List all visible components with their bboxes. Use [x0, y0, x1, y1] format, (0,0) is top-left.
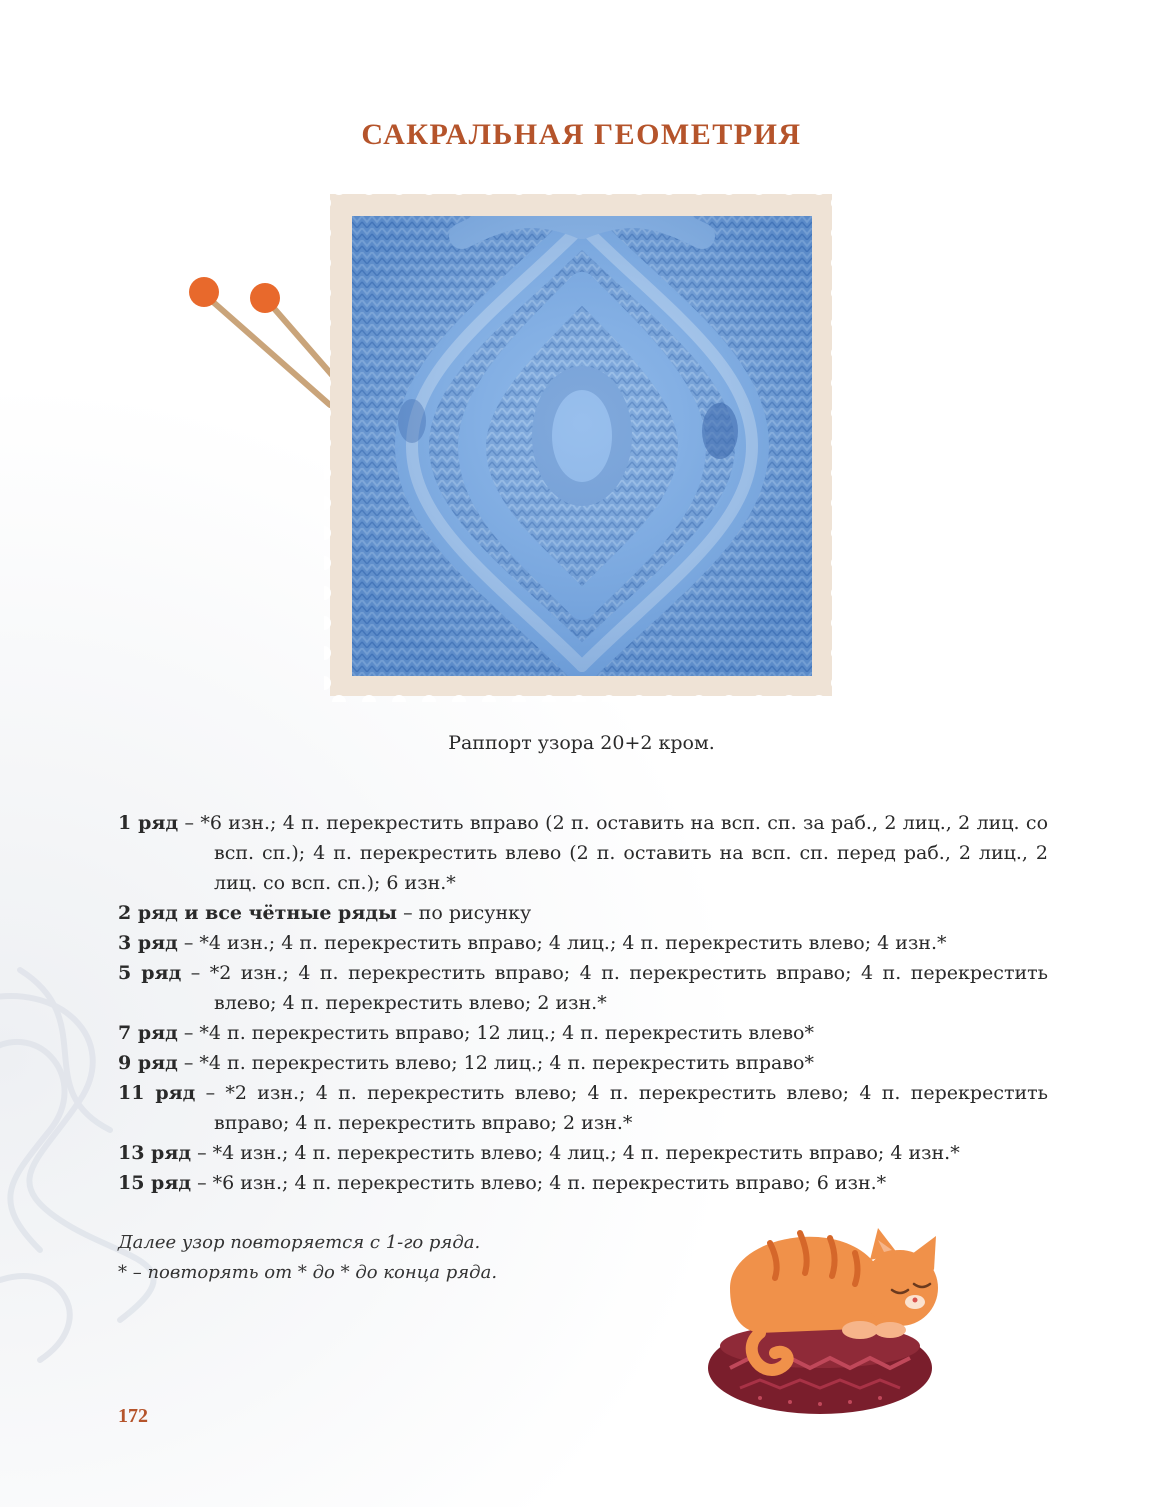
- row-label: 1 ряд: [118, 812, 179, 834]
- row-text: *4 изн.; 4 п. перекрестить влево; 4 лиц.; 4 п. перекрестить вправо; 4 изн.*: [212, 1142, 960, 1164]
- page-number: 172: [118, 1405, 148, 1427]
- page-title: САКРАЛЬНАЯ ГЕОМЕТРИЯ: [361, 118, 802, 151]
- footnotes: [118, 1228, 497, 1288]
- row-separator: –: [191, 1172, 213, 1194]
- row-separator: –: [178, 812, 201, 834]
- instruction-row: [118, 1138, 1048, 1168]
- row-label: 11 ряд: [118, 1082, 196, 1104]
- knitting-needles-icon: [180, 270, 340, 420]
- row-text: *4 изн.; 4 п. перекрестить вправо; 4 лиц.; 4 п. перекрестить влево; 4 изн.*: [199, 932, 947, 954]
- row-separator: –: [177, 932, 200, 954]
- row-label: 5 ряд: [118, 962, 182, 984]
- row-label: 2 ряд и все чётные ряды: [118, 902, 398, 924]
- row-label: 3 ряд: [118, 932, 178, 954]
- row-instructions: [118, 808, 1048, 1198]
- row-text: *2 изн.; 4 п. перекрестить влево; 4 п. перекрестить влево; 4 п. перекрестить вправо; 4 п. перекрестить вправо; 2 изн.*: [214, 1082, 1049, 1134]
- row-label: 7 ряд: [118, 1022, 178, 1044]
- row-label: 9 ряд: [118, 1052, 178, 1074]
- row-separator: –: [195, 1082, 226, 1104]
- instruction-row: [118, 1018, 1048, 1048]
- row-separator: –: [181, 962, 210, 984]
- knitted-swatch-photo: [352, 216, 812, 676]
- asterisk-note: * – повторять от * до * до конца ряда.: [118, 1262, 498, 1283]
- instruction-row: [118, 1078, 1048, 1138]
- row-separator: –: [191, 1142, 213, 1164]
- instruction-row: [118, 958, 1048, 1018]
- row-text: *2 изн.; 4 п. перекрестить вправо; 4 п. перекрестить вправо; 4 п. перекрестить влево; 4 п. перекрестить влево; 2 изн.*: [209, 962, 1048, 1014]
- instruction-row: [118, 808, 1048, 898]
- instruction-row: [118, 1048, 1048, 1078]
- row-label: 13 ряд: [118, 1142, 192, 1164]
- row-text: по рисунку: [418, 902, 532, 924]
- row-text: *6 изн.; 4 п. перекрестить влево; 4 п. перекрестить вправо; 6 изн.*: [212, 1172, 887, 1194]
- repeat-note: Далее узор повторяется с 1-го ряда.: [118, 1232, 481, 1253]
- instruction-row: [118, 898, 1048, 928]
- row-separator: –: [177, 1022, 200, 1044]
- row-text: *4 п. перекрестить вправо; 12 лиц.; 4 п. перекрестить влево*: [199, 1022, 814, 1044]
- row-text: *4 п. перекрестить влево; 12 лиц.; 4 п. перекрестить вправо*: [199, 1052, 814, 1074]
- row-label: 15 ряд: [118, 1172, 192, 1194]
- pattern-repeat-caption: Раппорт узора 20+2 кром.: [448, 732, 715, 754]
- instruction-row: [118, 1168, 1048, 1198]
- row-separator: –: [397, 902, 419, 924]
- row-text: *6 изн.; 4 п. перекрестить вправо (2 п. оставить на всп. сп. за раб., 2 лиц., 2 лиц. со всп. сп.); 4 п. перекрестить влево (2 п. оставить на всп. сп. перед раб., 2 лиц., 2 лиц. со всп. сп.); 6 изн.*: [200, 812, 1049, 894]
- row-separator: –: [177, 1052, 200, 1074]
- instruction-row: [118, 928, 1048, 958]
- sleeping-cat-icon: [700, 1218, 960, 1418]
